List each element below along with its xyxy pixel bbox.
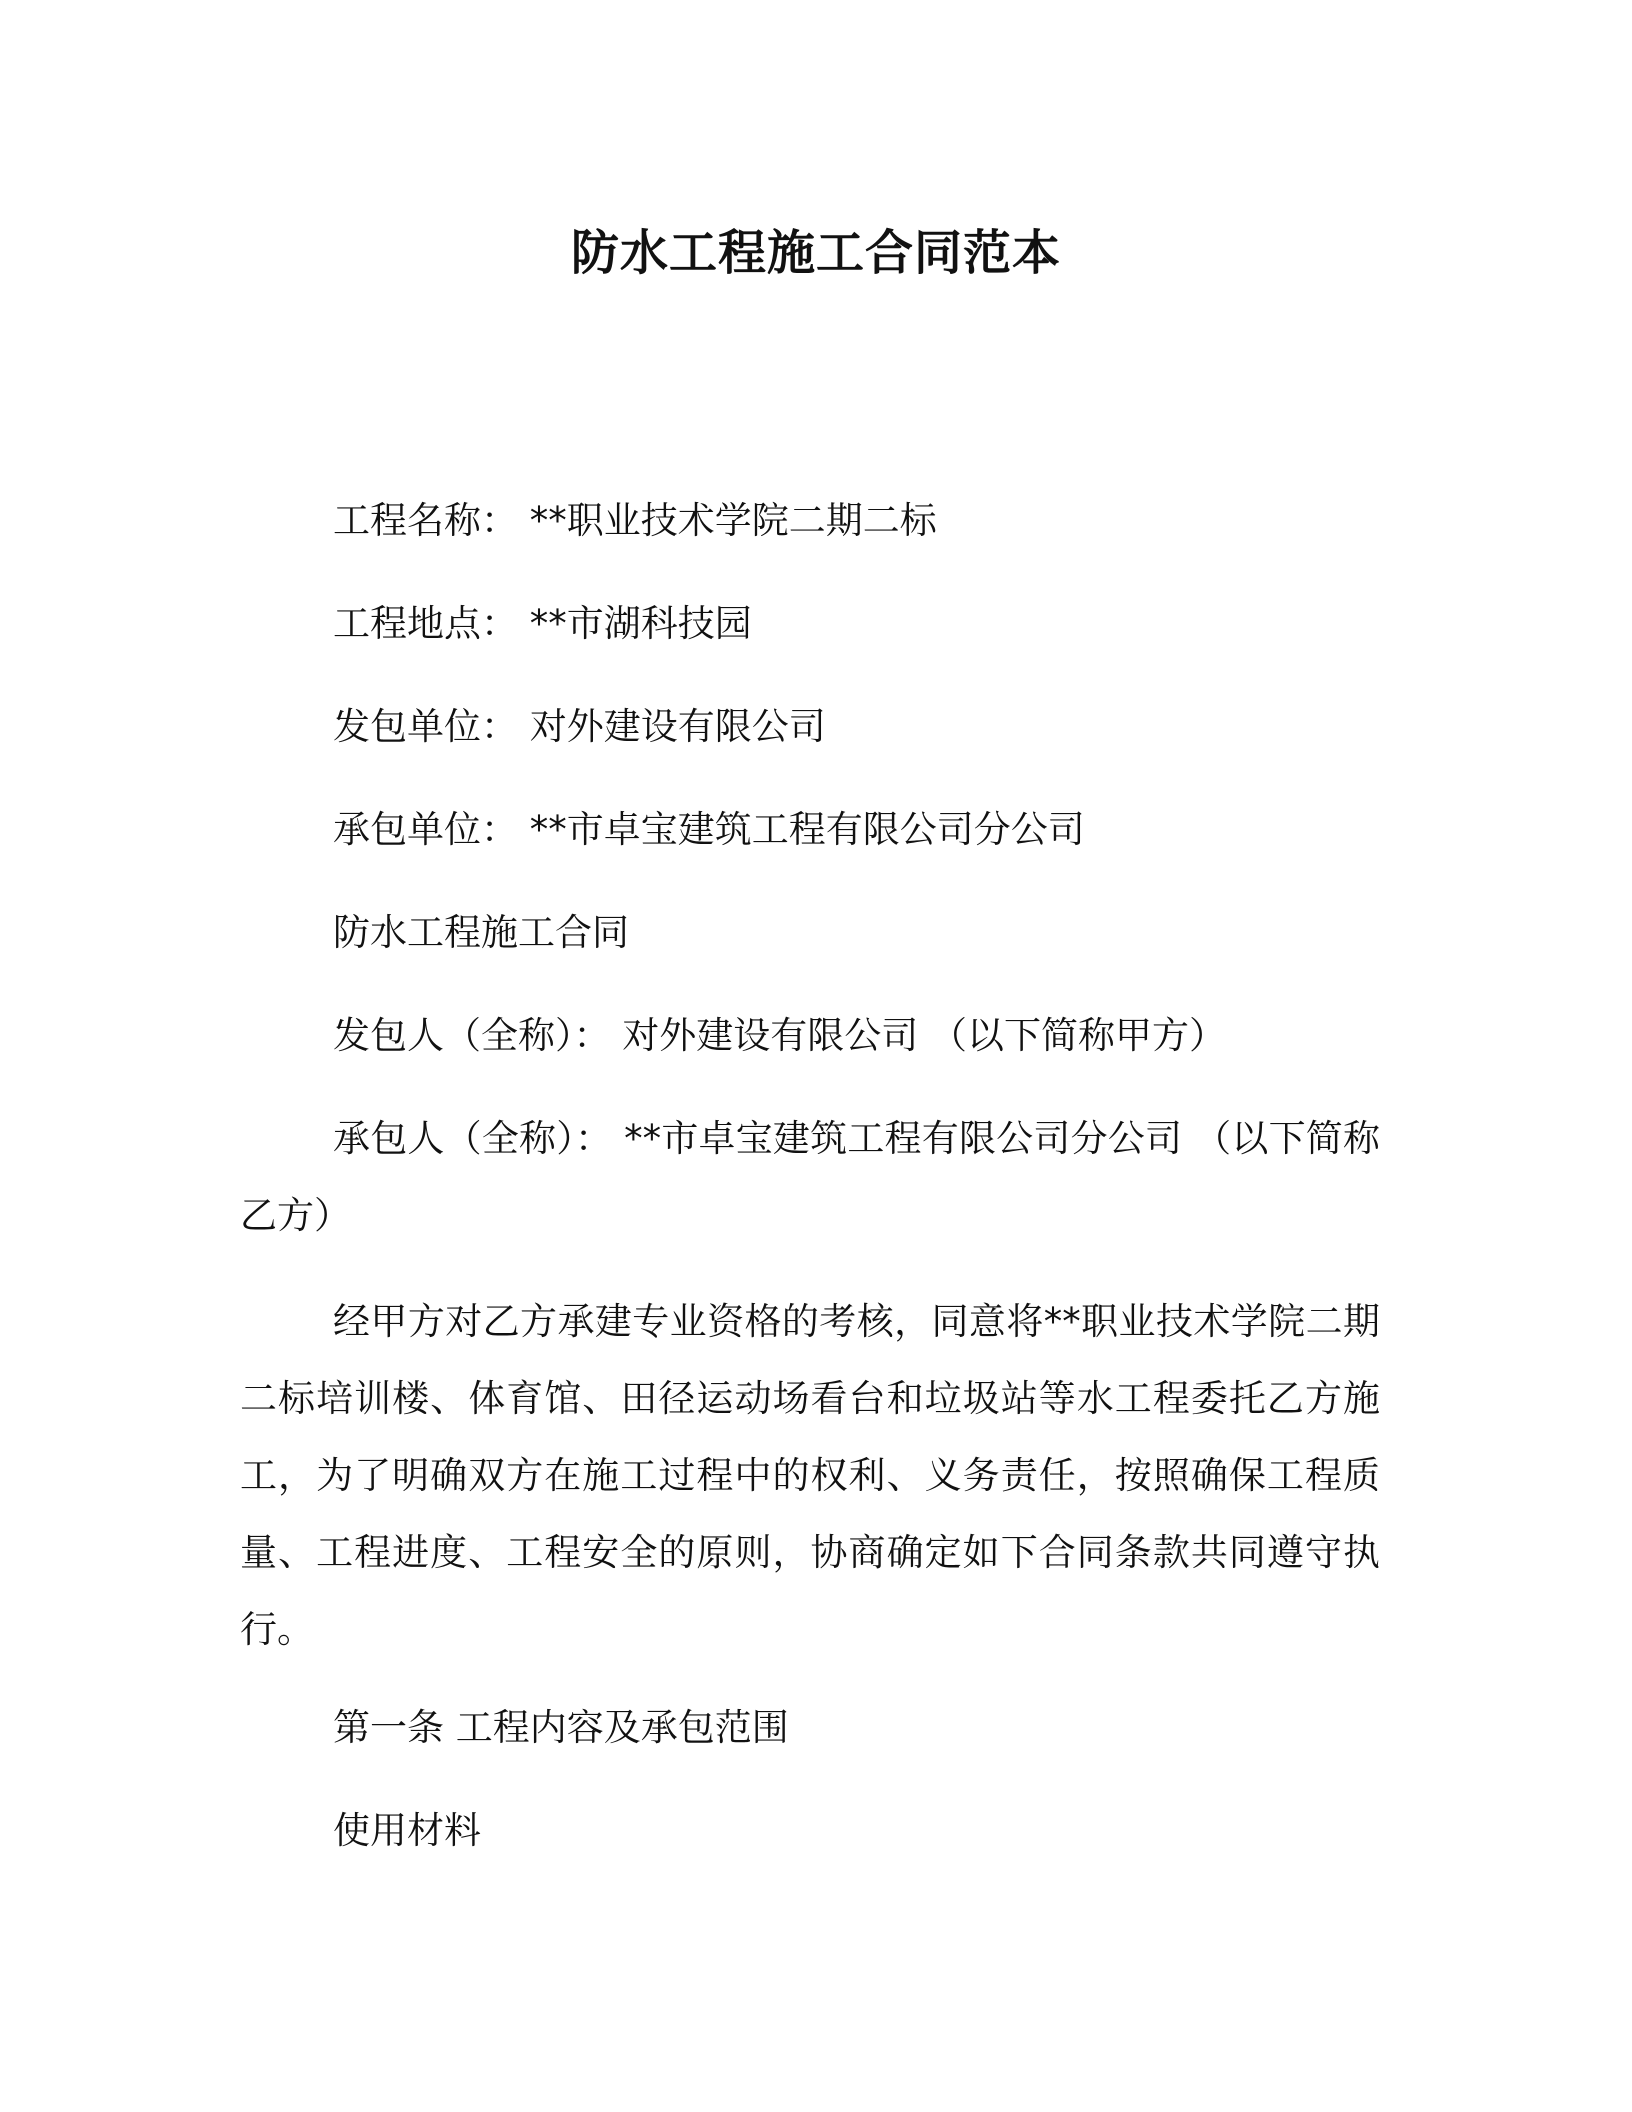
materials-heading: 使用材料 [333, 1809, 481, 1852]
intro-paragraph: 经甲方对乙方承建专业资格的考核，同意将**职业技术学院二期二标培训楼、体育馆、田径运动场看台和垃圾站等水工程委托乙方施工，为了明确双方在施工过程中的权利、义务责任，按照确保工程质量、工程进度、工程安全的原则，协商确定如下合同条款共同遵守执行。 [240, 1300, 1380, 1651]
article-one-heading: 第一条 工程内容及承包范围 [333, 1706, 789, 1749]
field-project-location: 工程地点： **市湖科技园 [333, 602, 752, 645]
document-title: 防水工程施工合同范本 [570, 225, 1061, 281]
employer-full-name: 发包人（全称）： 对外建设有限公司 （以下简称甲方） [333, 1014, 1227, 1057]
contract-heading: 防水工程施工合同 [333, 911, 629, 954]
field-contractor-unit: 承包单位： **市卓宝建筑工程有限公司分公司 [333, 808, 1085, 851]
field-project-name: 工程名称： **职业技术学院二期二标 [333, 499, 937, 542]
field-employer-unit: 发包单位： 对外建设有限公司 [333, 705, 826, 748]
contractor-full-name: 承包人（全称）： **市卓宝建筑工程有限公司分公司 （以下简称乙方） [240, 1117, 1380, 1237]
